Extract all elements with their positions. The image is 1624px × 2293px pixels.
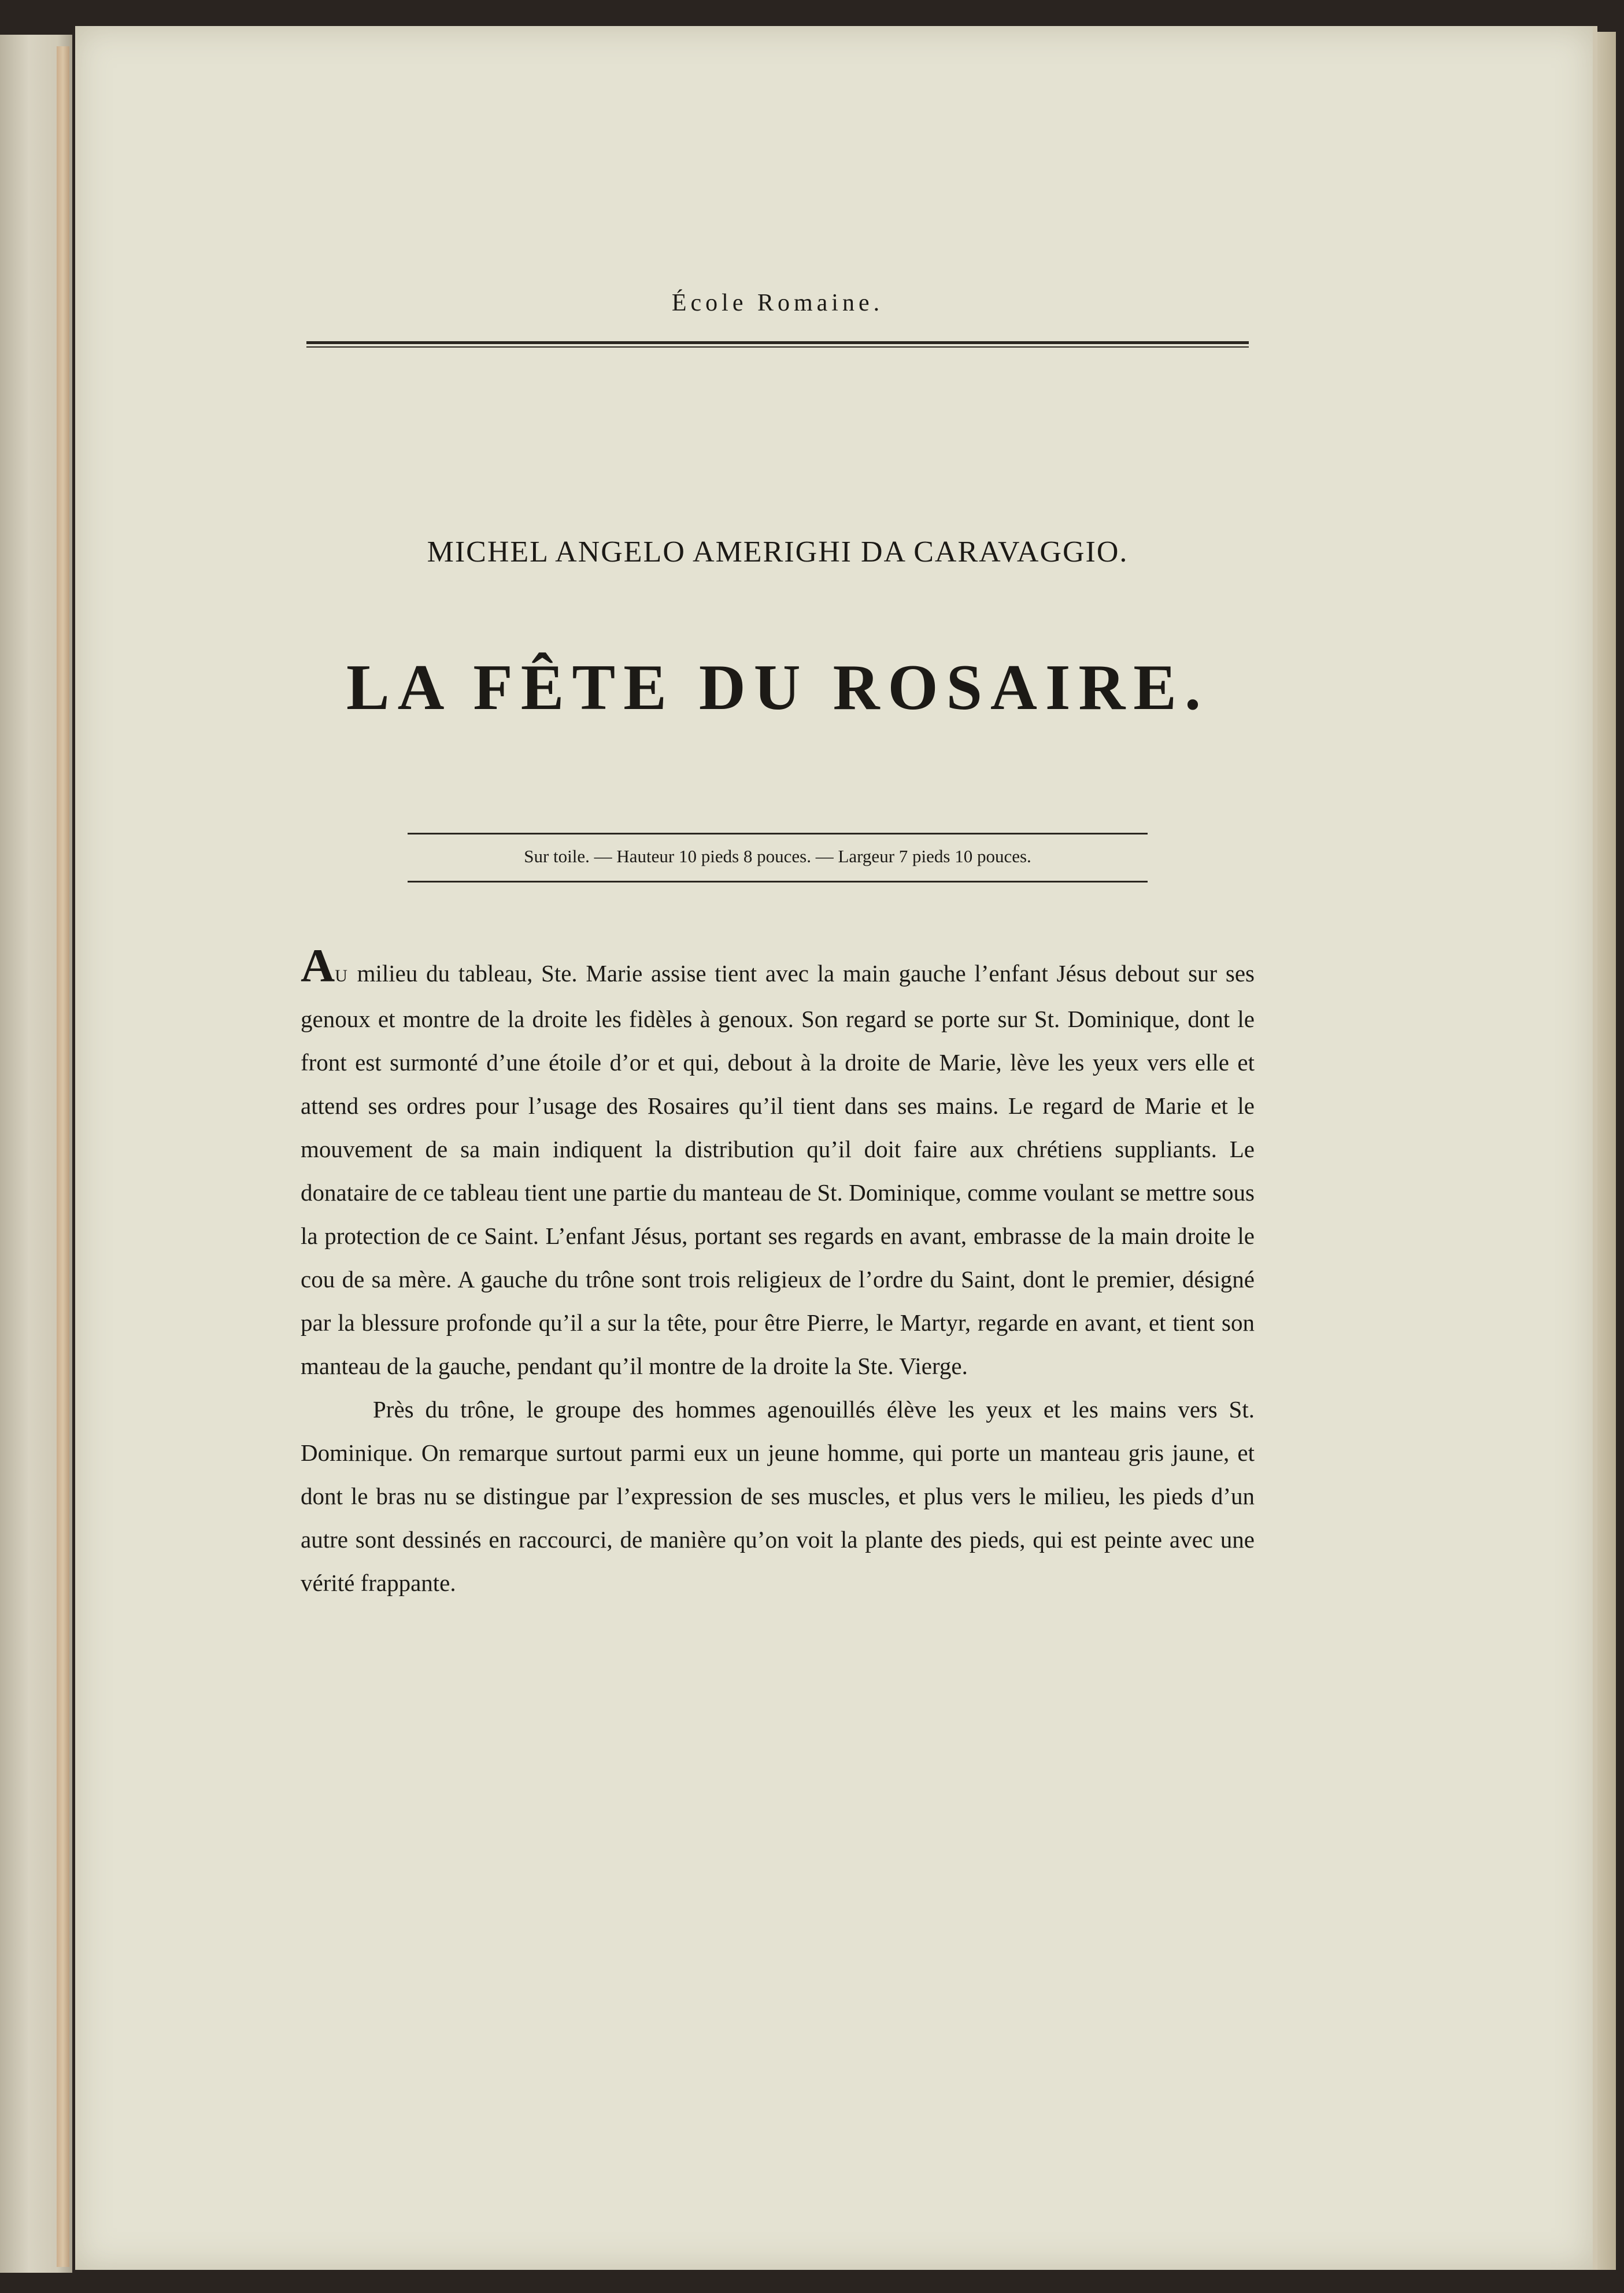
- header-rule: [306, 341, 1249, 348]
- paragraph-2: Près du trône, le groupe des hommes agenouillés élève les yeux et les mains vers St. Dominique. On remarque surtout parmi eux un jeune homme, qui porte un manteau gris jaune, et dont le bras nu se distingue par l’expression de ses muscles, et plus vers le milieu, les pieds d’un autre sont dessinés en raccourci, de manière qu’on voit la plante des pieds, qui est peinte avec une vérité frappante.: [301, 1396, 1255, 1596]
- dimensions-line: Sur toile. — Hauteur 10 pieds 8 pouces. — Largeur 7 pieds 10 pouces.: [524, 846, 1031, 866]
- page: [75, 26, 1597, 2270]
- painter-name: MICHEL ANGELO AMERIGHI DA CARAVAGGIO.: [427, 536, 1129, 568]
- body-text: [301, 939, 1255, 1605]
- binding-edge: [57, 46, 69, 2267]
- drop-cap-rest: U: [335, 966, 349, 985]
- dimensions-rule-bottom: [408, 881, 1148, 883]
- drop-cap: A: [301, 939, 335, 992]
- running-header: École Romaine.: [671, 290, 884, 316]
- page-title: LA FÊTE DU ROSAIRE.: [346, 652, 1209, 723]
- paragraph-1: [301, 939, 1255, 1388]
- dimensions-rule-top: [408, 833, 1148, 835]
- paragraph-1-text: milieu du tableau, Ste. Marie assise tient avec la main gauche l’enfant Jésus debout sur ses genoux et montre de la droite les fidèles à genoux. Son regard se porte sur St. Dominique, dont le front est surmonté d’une étoile d’or et qui, debout à la droite de Marie, lève les yeux vers elle et attend ses ordres pour l’usage des Rosaires qu’il tient dans ses mains. Le regard de Marie et le mouvement de sa main indiquent la distribution qu’il doit faire aux chrétiens suppliants. Le donataire de ce tableau tient une partie du manteau de St. Dominique, comme voulant se mettre sous la protection de ce Saint. L’enfant Jésus, portant ses regards en avant, embrasse de la main droite le cou de sa mère. A gauche du trône sont trois religieux de l’ordre du Saint, dont le premier, désigné par la blessure profonde qu’il a sur la tête, pour être Pierre, le Martyr, regarde en avant, et tient son manteau de la gauche, pendant qu’il montre de la droite la Ste. Vierge.: [301, 960, 1255, 1379]
